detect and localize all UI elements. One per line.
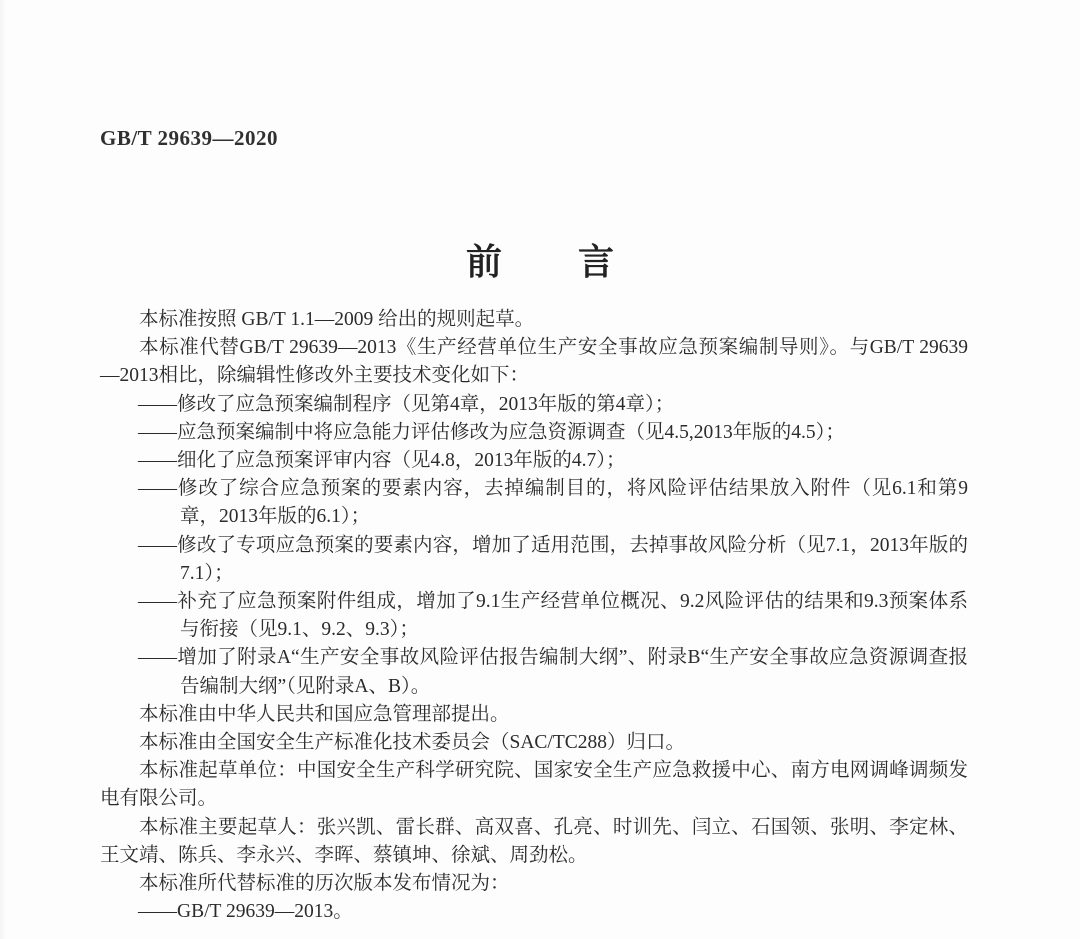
change-list-item: ——GB/T 29639—2013。 xyxy=(138,901,353,923)
title-char-first: 前 xyxy=(465,242,502,282)
change-list-item: ——细化了应急预案评审内容（见4.8，2013年版的4.7）； xyxy=(138,450,626,472)
change-list-item: ——修改了应急预案编制程序（见第4章，2013年版的第4章）； xyxy=(138,393,675,415)
title-char-second: 言 xyxy=(578,242,615,282)
change-list-item: ——修改了专项应急预案的要素内容，增加了适用范围，去掉事故风险分析（见7.1，2013年版的7.1）； xyxy=(138,534,968,584)
paragraph: 本标准起草单位：中国安全生产科学研究院、国家安全生产应急救援中心、南方电网调峰调频发电有限公司。 xyxy=(100,760,968,810)
paragraph: 本标准按照 GB/T 1.1—2009 给出的规则起草。 xyxy=(139,309,535,330)
foreword-body xyxy=(100,306,968,926)
change-list-item: ——修改了综合应急预案的要素内容，去掉编制目的，将风险评估结果放入附件（见6.1和第9章，2013年版的6.1）； xyxy=(138,478,968,528)
change-list-item: ——应急预案编制中将应急能力评估修改为应急资源调查（见4.5,2013年版的4.5）； xyxy=(138,421,845,443)
paragraph: 本标准由中华人民共和国应急管理部提出。 xyxy=(139,703,510,725)
standard-number: GB/T 29639—2020 xyxy=(100,126,279,150)
paragraph: 本标准主要起草人：张兴凯、雷长群、高双喜、孔亮、时训先、闫立、石国领、张明、李定林、王文靖、陈兵、李永兴、李晖、蔡镇坤、徐斌、周劲松。 xyxy=(100,816,968,866)
paragraph: 本标准代替GB/T 29639—2013《生产经营单位生产安全事故应急预案编制导则》。与GB/T 29639—2013相比，除编辑性修改外主要技术变化如下： xyxy=(100,337,968,387)
change-list-item: ——补充了应急预案附件组成，增加了9.1生产经营单位概况、9.2风险评估的结果和9.3预案体系与衔接（见9.1、9.2、9.3）； xyxy=(138,591,968,641)
page-title xyxy=(0,234,1080,285)
change-list-item: ——增加了附录A“生产安全事故风险评估报告编制大纲”、附录B“生产安全事故应急资源调查报告编制大纲”（见附录A、B）。 xyxy=(138,647,968,697)
paragraph: 本标准所代替标准的历次版本发布情况为： xyxy=(139,873,510,895)
paragraph: 本标准由全国安全生产标准化技术委员会（SAC/TC288）归口。 xyxy=(139,732,686,754)
